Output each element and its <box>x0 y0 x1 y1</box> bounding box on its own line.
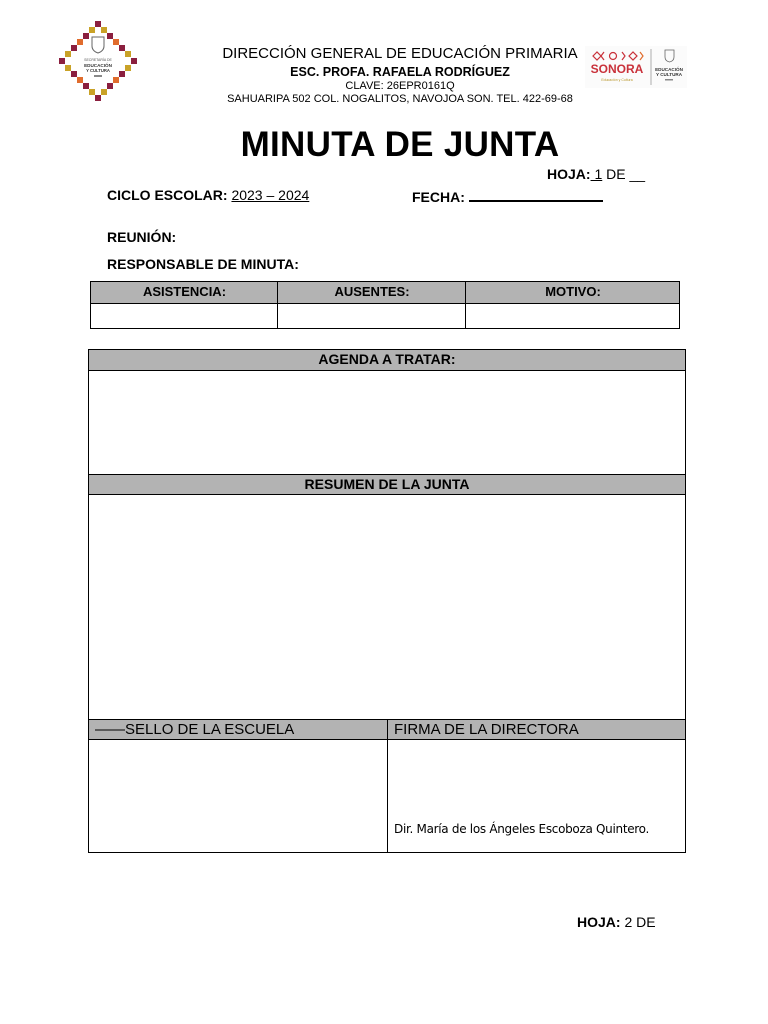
date-blank-line[interactable] <box>469 187 603 202</box>
absent-header: AUSENTES: <box>334 284 410 299</box>
reason-cell[interactable] <box>466 304 679 328</box>
sonora-logo <box>585 46 687 88</box>
director-signature-header: FIRMA DE LA DIRECTORA <box>394 721 579 738</box>
page-number-bottom <box>577 914 656 930</box>
reason-header: MOTIVO: <box>545 284 601 299</box>
director-name: Dir. María de los Ángeles Escoboza Quintero. <box>394 822 650 836</box>
attendance-header: ASISTENCIA: <box>142 284 227 299</box>
school-cycle <box>107 187 309 203</box>
minute-owner-label: RESPONSABLE DE MINUTA: <box>107 256 299 272</box>
school-seal-area[interactable] <box>89 740 386 852</box>
page-label: HOJA: <box>547 166 591 182</box>
page-total: DE __ <box>602 166 646 182</box>
header-school-code: CLAVE: 26EPR0161Q <box>345 80 455 92</box>
meeting-label: REUNIÓN: <box>107 229 177 245</box>
header-school-name: ESC. PROFA. RAFAELA RODRÍGUEZ <box>290 65 510 79</box>
summary-header: RESUMEN DE LA JUNTA <box>89 474 685 495</box>
school-seal-header: ——SELLO DE LA ESCUELA <box>95 721 295 738</box>
page-value: 1 <box>590 166 603 182</box>
agenda-header: AGENDA A TRATAR: <box>89 350 685 371</box>
school-cycle-label: CICLO ESCOLAR: <box>107 187 228 203</box>
summary-area[interactable] <box>89 495 685 719</box>
svg-text:Educación y Cultura: Educación y Cultura <box>601 78 633 82</box>
minutes-body <box>88 349 686 853</box>
page-value: 2 DE <box>620 914 656 930</box>
attendance-table <box>90 281 680 329</box>
page-number-top <box>547 166 645 182</box>
attendance-cell[interactable] <box>91 304 277 328</box>
svg-text:Y CULTURA: Y CULTURA <box>655 72 683 77</box>
absent-cell[interactable] <box>278 304 465 328</box>
svg-text:Y CULTURA: Y CULTURA <box>86 68 110 73</box>
svg-text:SECRETARÍA DE: SECRETARÍA DE <box>84 58 112 62</box>
school-cycle-value: 2023 – 2024 <box>231 187 310 203</box>
document-title: MINUTA DE JUNTA <box>240 125 560 164</box>
svg-text:EDUCACIÓN: EDUCACIÓN <box>84 63 112 68</box>
date-label: FECHA: <box>412 189 465 205</box>
header-address: SAHUARIPA 502 COL. NOGALITOS, NAVOJOA SON. TEL. 422-69-68 <box>227 93 573 105</box>
date-field <box>412 187 603 205</box>
svg-text:SONORA: SONORA <box>590 62 644 76</box>
page-label: HOJA: <box>577 914 621 930</box>
svg-text:EDUCACIÓN: EDUCACIÓN <box>655 67 683 72</box>
secretaria-educacion-logo <box>58 20 138 102</box>
agenda-area[interactable] <box>89 371 685 474</box>
header-direction: DIRECCIÓN GENERAL DE EDUCACIÓN PRIMARIA <box>222 45 578 62</box>
